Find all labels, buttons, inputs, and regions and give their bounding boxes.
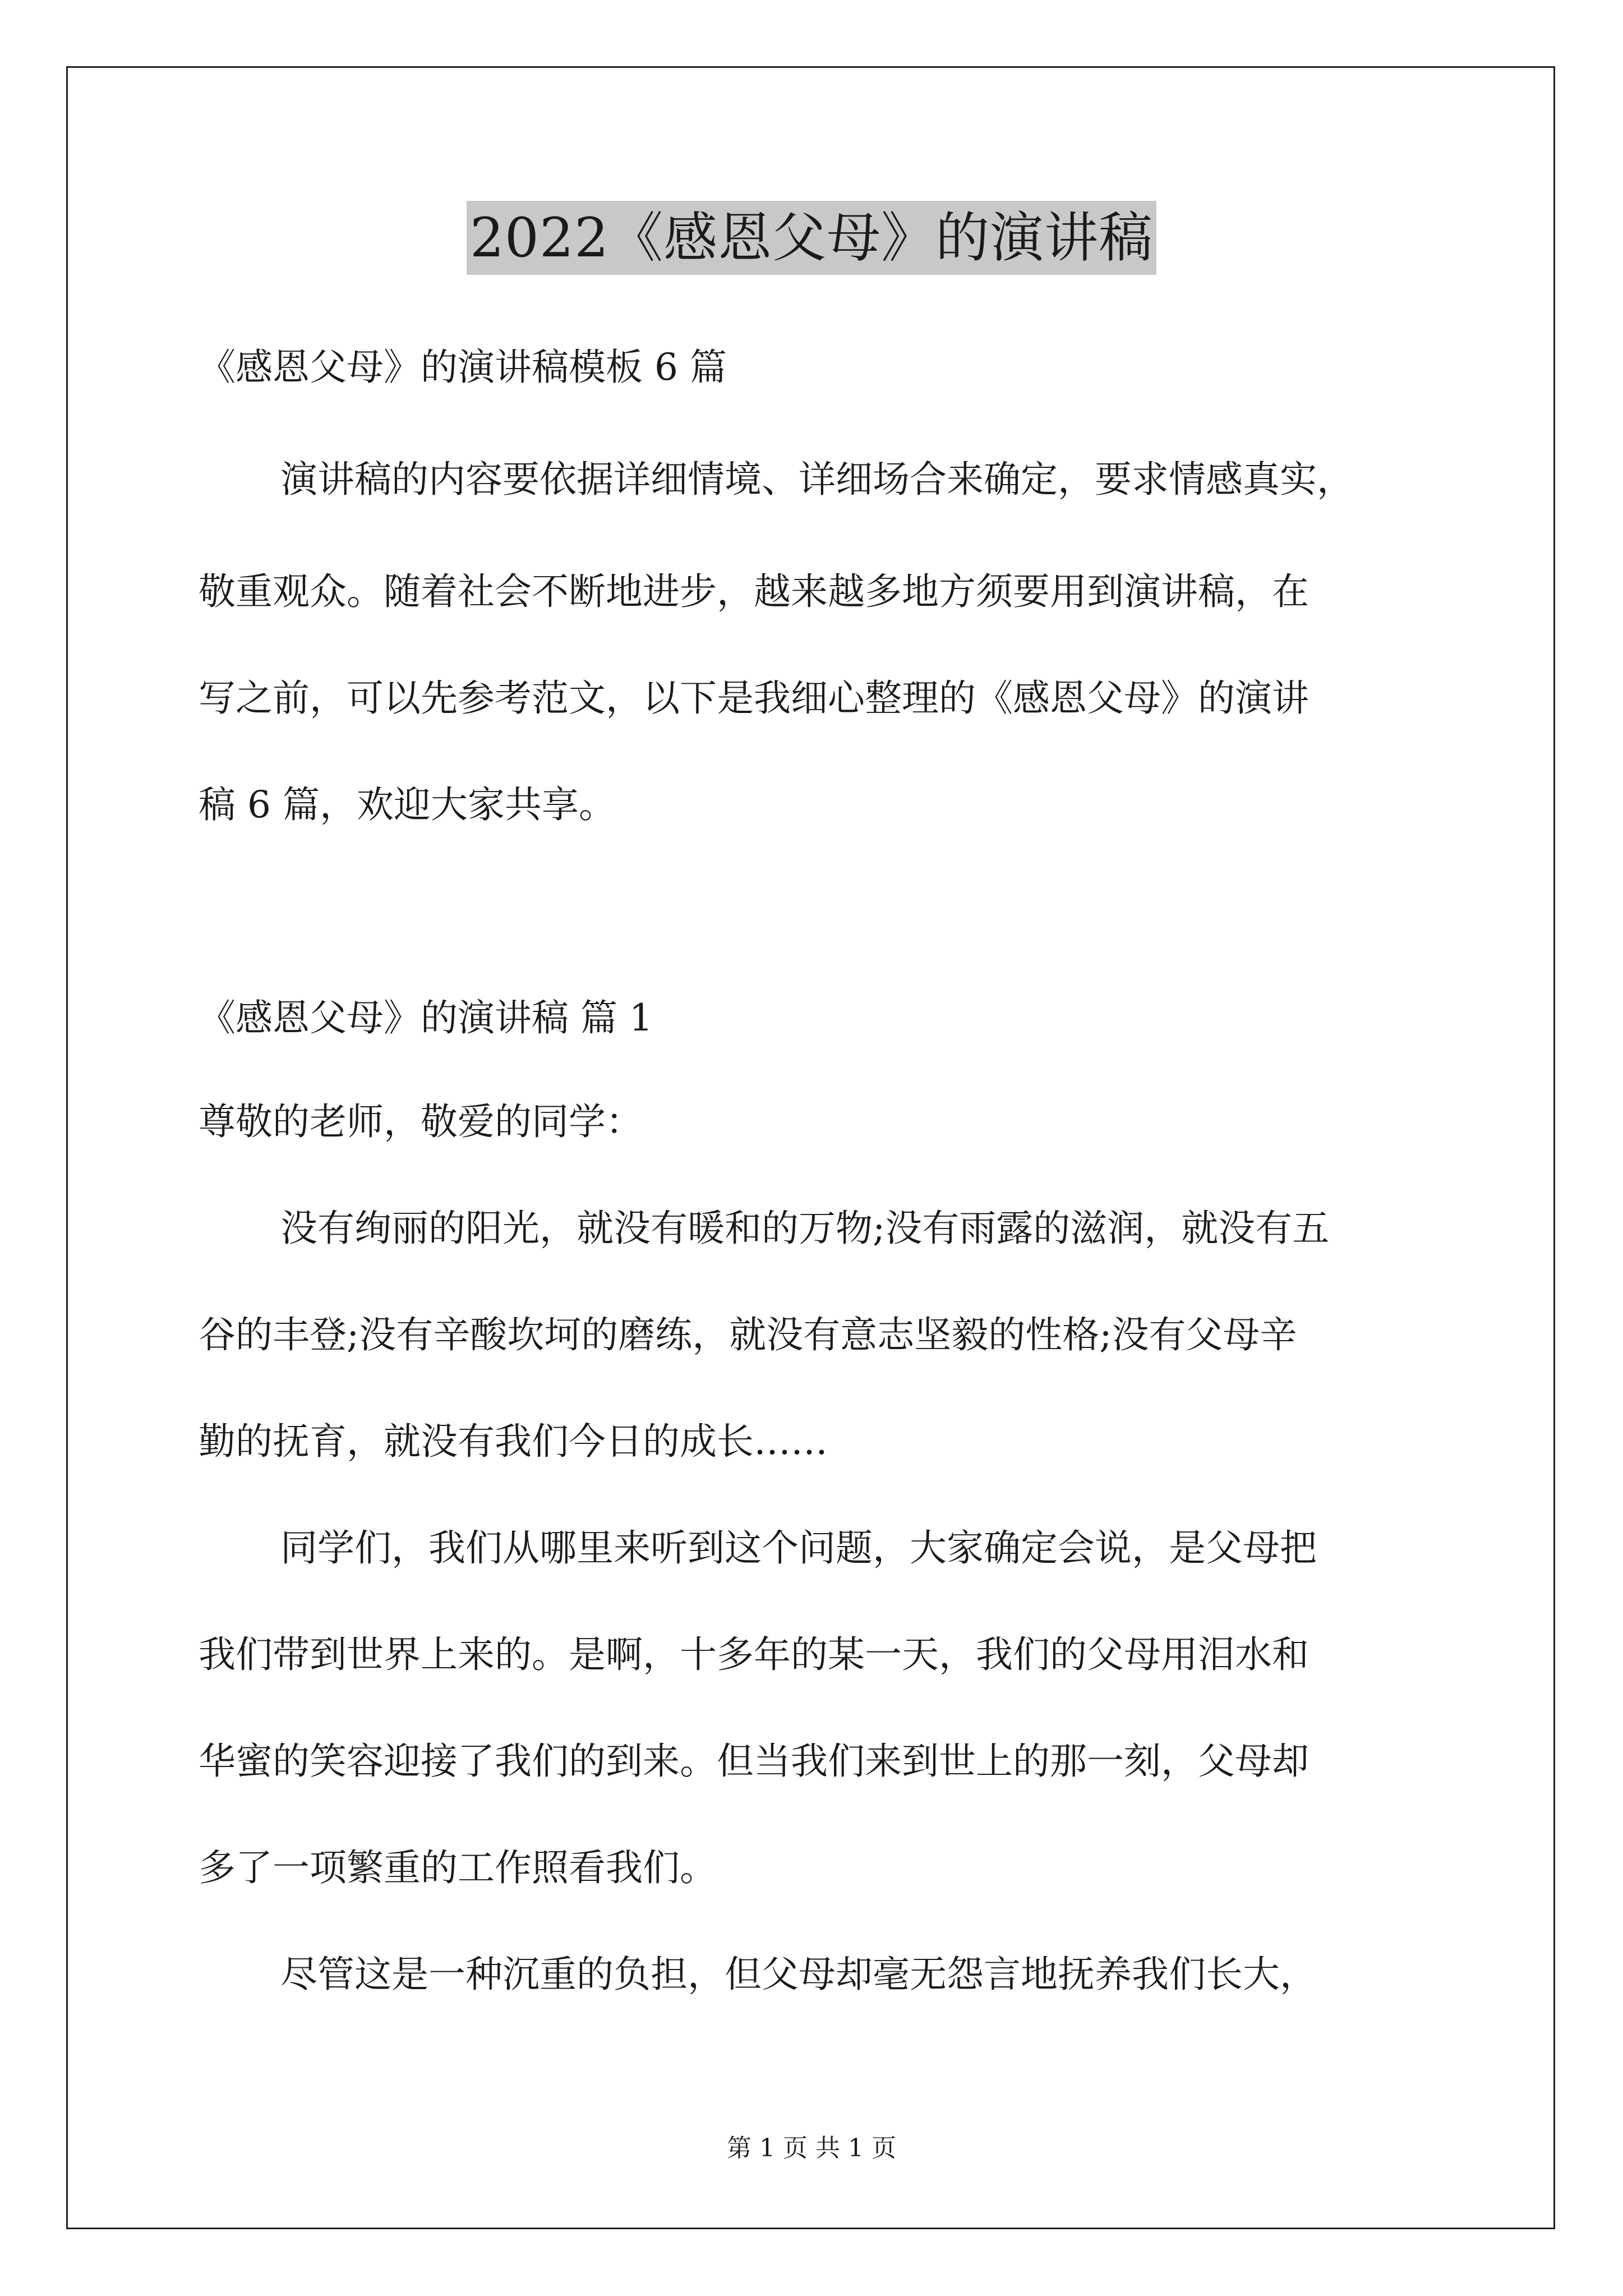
paragraph-line: 尽管这是一种沉重的负担，但父母却毫无怨言地抚养我们长大， [280,1953,1317,1996]
paragraph-line: 谷的丰登;没有辛酸坎坷的磨练，就没有意志坚毅的性格;没有父母辛 [199,1313,1297,1356]
subtitle-line: 《感恩父母》的演讲稿模板 6 篇 [199,346,727,389]
title-container [0,201,1623,275]
paragraph-line: 稿 6 篇，欢迎大家共享。 [199,783,616,826]
paragraph-line: 我们带到世界上来的。是啊，十多年的某一天，我们的父母用泪水和 [199,1633,1309,1676]
paragraph-line: 多了一项繁重的工作照看我们。 [199,1846,717,1889]
paragraph-line: 敬重观众。随着社会不断地进步，越来越多地方须要用到演讲稿，在 [199,570,1309,613]
document-title: 2022《感恩父母》的演讲稿 [467,201,1156,275]
paragraph-line: 没有绚丽的阳光，就没有暖和的万物;没有雨露的滋润，就没有五 [280,1207,1330,1250]
paragraph-line: 华蜜的笑容迎接了我们的到来。但当我们来到世上的那一刻，父母却 [199,1740,1309,1783]
paragraph-line: 勤的抚育，就没有我们今日的成长…… [199,1420,828,1463]
paragraph-line: 写之前，可以先参考范文，以下是我细心整理的《感恩父母》的演讲 [199,677,1309,720]
paragraph-line: 演讲稿的内容要依据详细情境、详细场合来确定，要求情感真实， [280,458,1354,501]
section-heading: 《感恩父母》的演讲稿 篇 1 [199,996,653,1039]
salutation-line: 尊敬的老师，敬爱的同学： [199,1100,643,1143]
page-footer: 第 1 页 共 1 页 [727,2134,896,2162]
paragraph-line: 同学们，我们从哪里来听到这个问题，大家确定会说，是父母把 [280,1526,1317,1570]
